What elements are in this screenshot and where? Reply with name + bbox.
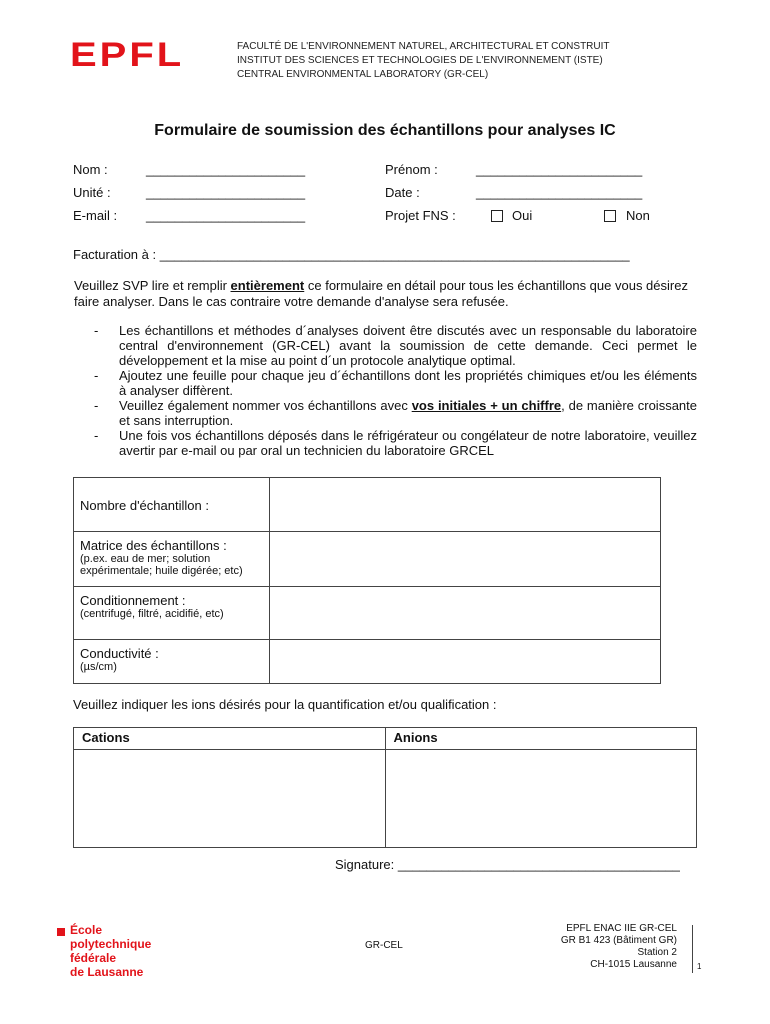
school-line-4: de Lausanne xyxy=(70,965,144,979)
dash-3: - xyxy=(94,398,99,413)
sample-info-table xyxy=(73,477,661,684)
bullet-text-2: Ajoutez une feuille pour chaque jeu d´échantillons dont les propriétés chimiques et/ou les éléments à analyser diffèrent. xyxy=(119,368,697,398)
footer-divider xyxy=(692,925,693,973)
dash-1: - xyxy=(94,323,99,338)
date-label: Date : xyxy=(385,185,420,200)
school-line-3: fédérale xyxy=(70,951,117,965)
bullet-text-3-post: , de manière croissante et sans interruption. xyxy=(119,398,697,428)
ions-intro: Veuillez indiquer les ions désirés pour la quantification et/ou qualification : xyxy=(73,697,497,712)
sample-count-label xyxy=(74,478,270,532)
address-line-1: EPFL ENAC IIE GR-CEL xyxy=(566,923,677,934)
sample-matrix-text: Matrice des échantillons : xyxy=(80,538,227,553)
table-row xyxy=(74,728,697,750)
footer-center: GR-CEL xyxy=(365,940,403,951)
oui-label: Oui xyxy=(512,208,533,223)
address-line-3: Station 2 xyxy=(637,947,677,958)
table-row xyxy=(74,587,661,640)
dash-2: - xyxy=(94,368,99,383)
ions-table xyxy=(73,727,697,848)
sample-count-text: Nombre d'échantillon : xyxy=(80,498,209,513)
bullet-text-4: Une fois vos échantillons déposés dans le réfrigérateur ou congélateur de notre laboratoire, veuillez avertir par e-mail ou par oral un technicien du laboratoire GRCEL xyxy=(119,428,697,458)
header-line-3: CENTRAL ENVIRONMENTAL LABORATORY (GR-CEL) xyxy=(237,69,489,80)
sample-matrix-label xyxy=(74,532,270,587)
conductivity-hint: (µs/cm) xyxy=(80,661,117,673)
nom-field[interactable]: ______________________ xyxy=(146,162,306,177)
conditioning-label xyxy=(74,587,270,640)
table-row xyxy=(74,640,661,684)
signature-field[interactable]: Signature: _______________________________________ xyxy=(335,857,680,872)
list-item xyxy=(94,323,697,368)
table-row xyxy=(74,750,697,848)
list-item xyxy=(94,368,697,398)
intro-part-1: Veuillez SVP lire et remplir xyxy=(74,278,231,293)
footer-address xyxy=(520,923,677,971)
institution-header xyxy=(237,40,610,82)
conductivity-input[interactable] xyxy=(270,640,661,684)
intro-part-2: ce formulaire en détail pour tous les échantillons que vous désirez faire analyser. Dans le cas contraire votre demande d'analyse sera refusée. xyxy=(74,278,688,309)
anions-input[interactable] xyxy=(385,750,697,848)
facturation-field[interactable]: Facturation à : _________________________________________________________________ xyxy=(73,247,630,262)
projet-fns-label: Projet FNS : xyxy=(385,208,456,223)
prenom-field[interactable]: _______________________ xyxy=(476,162,643,177)
sample-matrix-hint: (p.ex. eau de mer; solution expérimentale; huile digérée; etc) xyxy=(80,553,243,577)
page-title: Formulaire de soumission des échantillons pour analyses IC xyxy=(154,122,616,139)
non-label: Non xyxy=(626,208,650,223)
bullet-text-3-pre: Veuillez également nommer vos échantillons avec xyxy=(119,398,412,413)
non-checkbox[interactable] xyxy=(604,209,616,227)
sample-count-input[interactable] xyxy=(270,478,661,532)
school-line-2: polytechnique xyxy=(70,937,152,951)
header-line-1: FACULTÉ DE L'ENVIRONNEMENT NATUREL, ARCHITECTURAL ET CONSTRUIT xyxy=(237,41,610,52)
table-row xyxy=(74,478,661,532)
list-item xyxy=(94,428,697,458)
school-name xyxy=(70,923,151,979)
conditioning-input[interactable] xyxy=(270,587,661,640)
conductivity-label xyxy=(74,640,270,684)
nom-label: Nom : xyxy=(73,162,108,177)
instructions-list xyxy=(94,323,697,458)
date-field[interactable]: _______________________ xyxy=(476,185,643,200)
bullet-text-3-emphasis: vos initiales + un chiffre xyxy=(411,398,562,413)
sample-matrix-input[interactable] xyxy=(270,532,661,587)
anions-header: Anions xyxy=(385,728,697,750)
email-label: E-mail : xyxy=(73,208,118,223)
email-field[interactable]: ______________________ xyxy=(146,208,306,223)
bullet-text-1: Les échantillons et méthodes d´analyses doivent être discutés avec un responsable du laboratoire central d'environnement (GR-CEL) avant la soumission de cette demande. Ceci permet le développement et la mise au point d´un protocole analytique optimal. xyxy=(119,323,697,368)
unite-label: Unité : xyxy=(73,185,111,200)
conditioning-text: Conditionnement : xyxy=(80,593,186,608)
school-line-1: École xyxy=(70,923,103,937)
epfl-square-icon xyxy=(57,928,65,936)
table-row xyxy=(74,532,661,587)
cations-input[interactable] xyxy=(74,750,386,848)
list-item xyxy=(94,398,697,428)
epfl-logo: EPFL xyxy=(70,36,185,74)
cations-header: Cations xyxy=(74,728,386,750)
dash-4: - xyxy=(94,428,99,443)
address-line-2: GR B1 423 (Bâtiment GR) xyxy=(560,935,677,946)
conductivity-text: Conductivité : xyxy=(80,646,159,661)
intro-emphasis: entièrement xyxy=(230,278,305,293)
page-number: 1 xyxy=(697,962,702,971)
oui-checkbox[interactable] xyxy=(491,209,503,227)
prenom-label: Prénom : xyxy=(385,162,438,177)
conditioning-hint: (centrifugé, filtré, acidifié, etc) xyxy=(80,608,224,620)
address-line-4: CH-1015 Lausanne xyxy=(590,959,677,970)
header-line-2: INSTITUT DES SCIENCES ET TECHNOLOGIES DE L'ENVIRONNEMENT (ISTE) xyxy=(237,55,603,66)
intro-paragraph xyxy=(74,278,697,310)
unite-field[interactable]: ______________________ xyxy=(146,185,306,200)
